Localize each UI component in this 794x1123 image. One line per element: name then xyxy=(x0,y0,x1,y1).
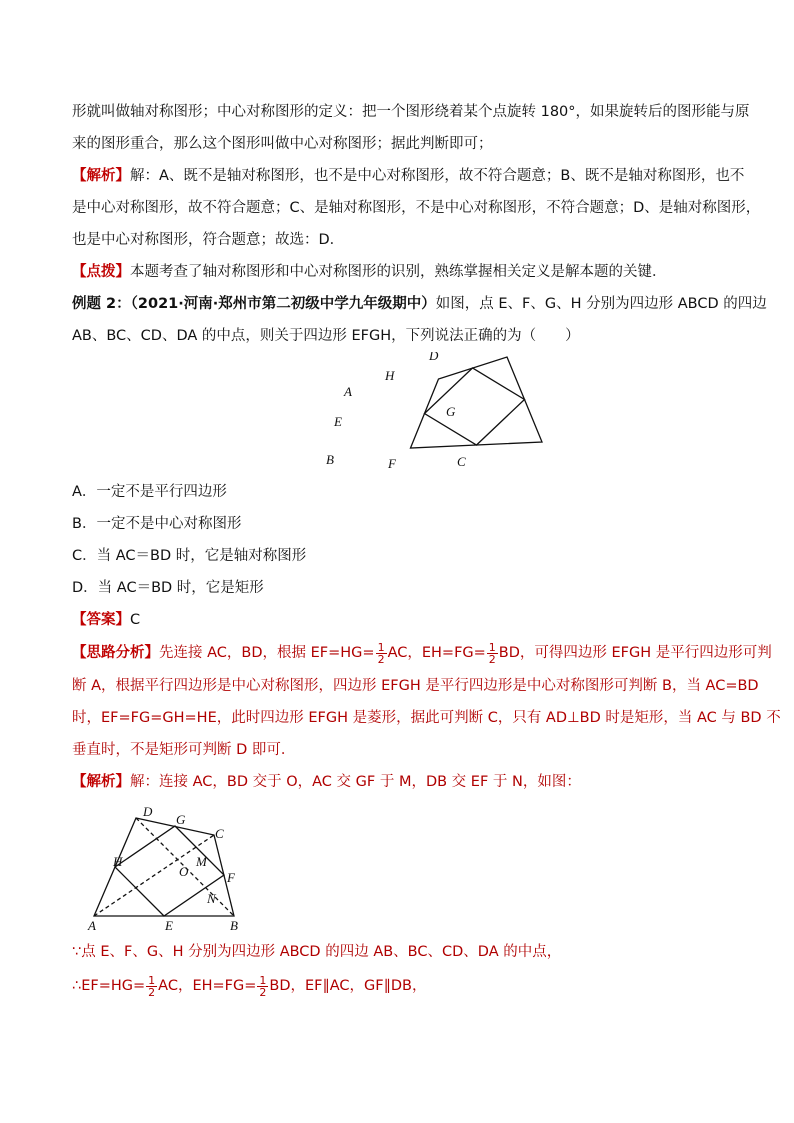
label-F-2: F xyxy=(227,870,235,885)
example-2-line-1 xyxy=(72,288,767,320)
idea-line-2: 断 A，根据平行四边形是中心对称图形，四边形 EFGH 是平行四边形是中心对称图形可判断 B，当 AC=BD xyxy=(72,678,759,694)
idea-line-1 xyxy=(72,636,772,670)
idea-line-3: 时，EF=FG=GH=HE，此时四边形 EFGH 是菱形，据此可判断 C，只有 AD⊥BD 时是矩形，当 AC 与 BD 不 xyxy=(72,710,781,726)
label-B-2: B xyxy=(230,918,238,933)
proof-text-a: ∴EF=HG= xyxy=(72,978,146,994)
proof-line-1: ∵点 E、F、G、H 分别为四边形 ABCD 的四边 AB、BC、CD、DA 的中点， xyxy=(72,944,562,960)
fraction-half: $\frac{1}{2}$ xyxy=(259,973,267,999)
idea-text-c: BD，可得四边形 EFGH 是平行四边形可判 xyxy=(498,645,772,661)
document-page xyxy=(72,96,781,1004)
comment-tag: 【点拨】 xyxy=(72,264,130,280)
label-M-2: M xyxy=(196,854,207,869)
label-G: G xyxy=(446,404,456,419)
proof-line-2 xyxy=(72,968,722,1004)
label-H-2: H xyxy=(113,854,123,869)
label-E-2: E xyxy=(165,918,173,933)
analysis-text: 解：A、既不是轴对称图形，也不是中心对称图形，故不符合题意；B、既不是轴对称图形，也不 xyxy=(130,168,745,184)
proof-text-b: AC，EH=FG= xyxy=(158,978,257,994)
label-B: B xyxy=(326,452,334,467)
quad-efgh xyxy=(425,368,525,445)
label-A-2: A xyxy=(88,918,96,933)
analysis-1-line-3: 也是中心对称图形，符合题意；故选：D． xyxy=(72,232,345,248)
idea-tag: 【思路分析】 xyxy=(72,645,159,661)
answer-line xyxy=(72,604,722,636)
label-C-2: C xyxy=(215,826,224,841)
fraction-half: $\frac{1}{2}$ xyxy=(377,640,385,666)
answer-value: C xyxy=(130,612,141,628)
proof-text-c: BD，EF∥AC，GF∥DB， xyxy=(269,978,427,994)
comment-text: 本题考查了轴对称图形和中心对称图形的识别，熟练掌握相关定义是解本题的关键． xyxy=(130,264,667,280)
label-N-2: N xyxy=(207,891,216,906)
label-D-2: D xyxy=(143,804,153,819)
idea-text-a: 先连接 AC，BD，根据 EF=HG= xyxy=(159,645,375,661)
figure-2-quadrilateral xyxy=(72,798,722,936)
label-D: D xyxy=(429,352,439,363)
fraction-half: $\frac{1}{2}$ xyxy=(488,640,496,666)
analysis-1-line-1 xyxy=(72,160,745,192)
idea-text-b: AC，EH=FG= xyxy=(387,645,486,661)
analysis-tag: 【解析】 xyxy=(72,774,130,790)
example-source: （2021·河南·郑州市第二初级中学九年级期中） xyxy=(130,296,436,312)
intro-line-2: 来的图形重合，那么这个图形叫做中心对称图形；据此判断即可； xyxy=(72,136,493,152)
analysis-text: 解：连接 AC，BD 交于 O，AC 交 GF 于 M，DB 交 EF 于 N，如图： xyxy=(130,774,581,790)
example-text: 如图，点 E、F、G、H 分别为四边形 ABCD 的四边 xyxy=(435,296,767,312)
answer-tag: 【答案】 xyxy=(72,612,130,628)
analysis-tag: 【解析】 xyxy=(72,168,130,184)
figure-1-quadrilateral xyxy=(72,352,722,476)
analysis-2-line xyxy=(72,766,722,798)
label-A: A xyxy=(344,384,352,399)
choice-d: D．当 AC＝BD 时，它是矩形 xyxy=(72,580,264,596)
label-H: H xyxy=(385,368,395,383)
example-2-line-2: AB、BC、CD、DA 的中点，则关于四边形 EFGH，下列说法正确的为（ ） xyxy=(72,328,580,344)
choice-b: B．一定不是中心对称图形 xyxy=(72,516,242,532)
fraction-half: $\frac{1}{2}$ xyxy=(148,973,156,999)
intro-line-1: 形就叫做轴对称图形；中心对称图形的定义：把一个图形绕着某个点旋转 180°，如果旋转后的图形能与原 xyxy=(72,104,750,120)
choice-c: C．当 AC＝BD 时，它是轴对称图形 xyxy=(72,548,307,564)
example-title: 例题 2： xyxy=(72,296,131,312)
choice-a: A．一定不是平行四边形 xyxy=(72,484,227,500)
label-C: C xyxy=(457,454,466,469)
idea-line-4: 垂直时，不是矩形可判断 D 即可． xyxy=(72,742,296,758)
comment-line xyxy=(72,256,722,288)
analysis-1-line-2: 是中心对称图形，故不符合题意；C、是轴对称图形，不是中心对称图形，不符合题意；D、是轴对称图形， xyxy=(72,200,761,216)
label-O-2: O xyxy=(179,864,189,879)
label-G-2: G xyxy=(176,812,186,827)
label-F: F xyxy=(388,456,396,471)
label-E: E xyxy=(334,414,342,429)
